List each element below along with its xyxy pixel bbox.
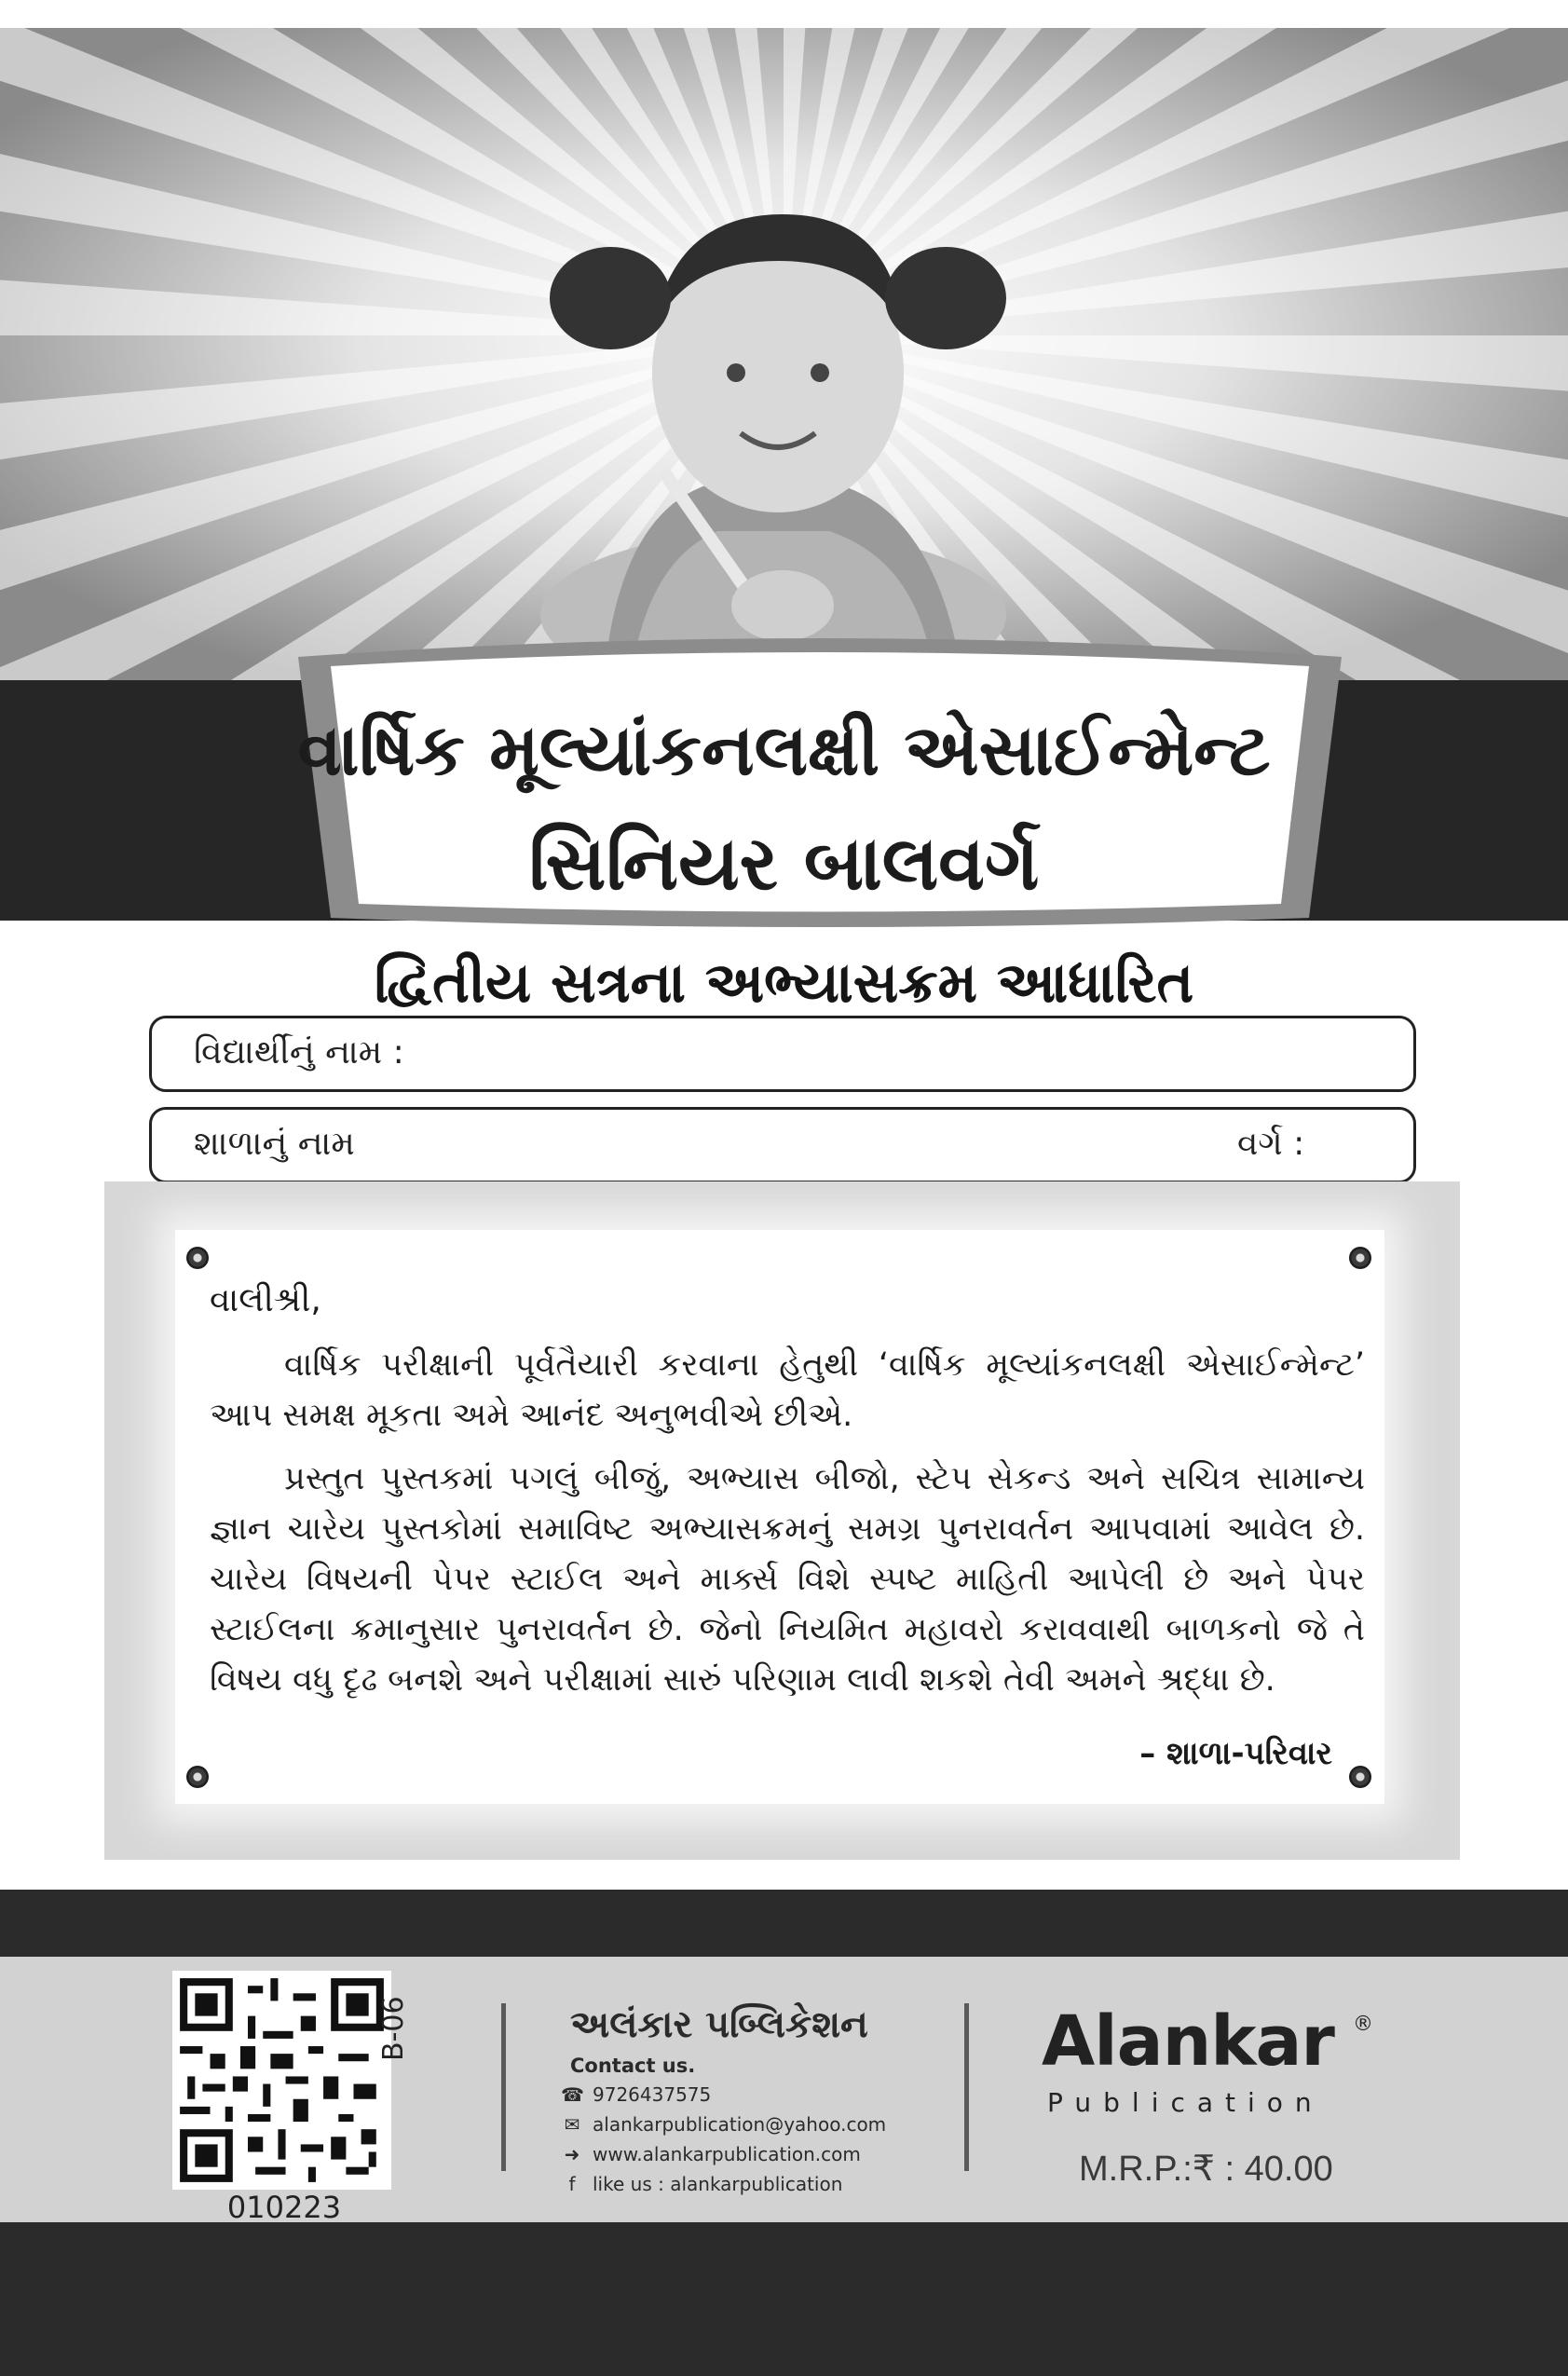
pin-icon	[1349, 1766, 1371, 1788]
class-label: વર્ગ :	[1237, 1125, 1305, 1163]
letter-signature: – શાળા-પરિવાર	[1139, 1735, 1332, 1772]
brand-registered-mark: ®	[1353, 2013, 1373, 2036]
web-icon: ➜	[564, 2143, 580, 2165]
contact-phone-text: 9726437575	[593, 2083, 712, 2106]
email-icon: ✉	[564, 2113, 580, 2136]
contact-heading: Contact us.	[570, 2055, 696, 2077]
letter-paragraph-2: પ્રસ્તુત પુસ્તકમાં પગલું બીજું, અભ્યાસ બીજો, સ્ટેપ સેકન્ડ અને સચિત્ર સામાન્ય જ્ઞાન ચારેય પુસ્તકોમાં સમાવિષ્ટ અભ્યાસક્રમનું સમગ્ર પુનરાવર્તન આપવામાં આવેલ છે. ચારેય વિષયની પેપર સ્ટાઈલ અને માર્ક્સ વિશે સ્પષ્ટ માહિતી આપેલી છે અને પેપર સ્ટાઈલના ક્રમાનુસાર પુનરાવર્તન છે. જેનો નિયમિત મહાવરો કરાવવાથી બાળકનો જે તે વિષય વધુ દૃઢ બનશે અને પરીક્ષામાં સારું પરિણામ લાવી શકશે તેવી અમને શ્રદ્ધા છે.	[210, 1460, 1365, 1699]
footer-band-bottom	[0, 2222, 1568, 2376]
contact-phone	[561, 2083, 711, 2106]
child-illustration	[522, 177, 1043, 680]
student-name-field[interactable]	[149, 1016, 1416, 1092]
footer-band-top	[0, 1890, 1568, 1957]
pin-icon	[186, 1247, 209, 1269]
footer-divider	[964, 2003, 969, 2171]
contact-website-text: www.alankarpublication.com	[593, 2143, 861, 2165]
price: M.R.P.:₹ : 40.00	[1079, 2150, 1333, 2189]
qr-number: 010223	[226, 2190, 342, 2225]
contact-email-text: alankarpublication@yahoo.com	[593, 2113, 887, 2136]
contact-facebook-text: like us : alankarpublication	[593, 2173, 843, 2195]
pin-icon	[186, 1766, 209, 1788]
letter-paragraph-1: વાર્ષિક પરીક્ષાની પૂર્વતૈયારી કરવાના હેતુથી ‘વાર્ષિક મૂલ્યાંકનલક્ષી એસાઈન્મેન્ટ’ આપ સમક્ષ મૂકતા અમે આનંદ અનુભવીએ છીએ.	[210, 1346, 1365, 1434]
book-code: B-06	[377, 1996, 410, 2061]
footer-divider	[501, 2003, 506, 2171]
brand-logo: Alankar	[1042, 2001, 1334, 2082]
brand-subtitle: Publication	[1047, 2087, 1324, 2118]
publisher-name: અલંકાર પબ્લિકેશન	[570, 2003, 868, 2046]
student-name-label: વિદ્યાર્થીનું નામ :	[194, 1033, 404, 1072]
facebook-icon: f	[568, 2173, 576, 2195]
title-line-1: વાર્ષિક મૂલ્યાંકનલક્ષી એસાઈન્મેન્ટ	[297, 708, 1271, 791]
subtitle: દ્વિતીય સત્રના અભ્યાસક્રમ આધારિત	[374, 950, 1194, 1016]
contact-facebook[interactable]	[561, 2173, 842, 2195]
letter-greeting: વાલીશ્રી,	[210, 1281, 321, 1319]
pin-icon	[1349, 1247, 1371, 1269]
contact-website[interactable]	[561, 2143, 861, 2165]
phone-icon: ☎	[561, 2083, 584, 2106]
qr-code	[172, 1971, 391, 2190]
contact-email[interactable]	[561, 2113, 886, 2136]
school-name-field[interactable]	[149, 1107, 1416, 1183]
school-name-label: શાળાનું નામ	[194, 1125, 355, 1163]
title-line-2: સિનિયર બાલવર્ગ	[528, 820, 1040, 907]
